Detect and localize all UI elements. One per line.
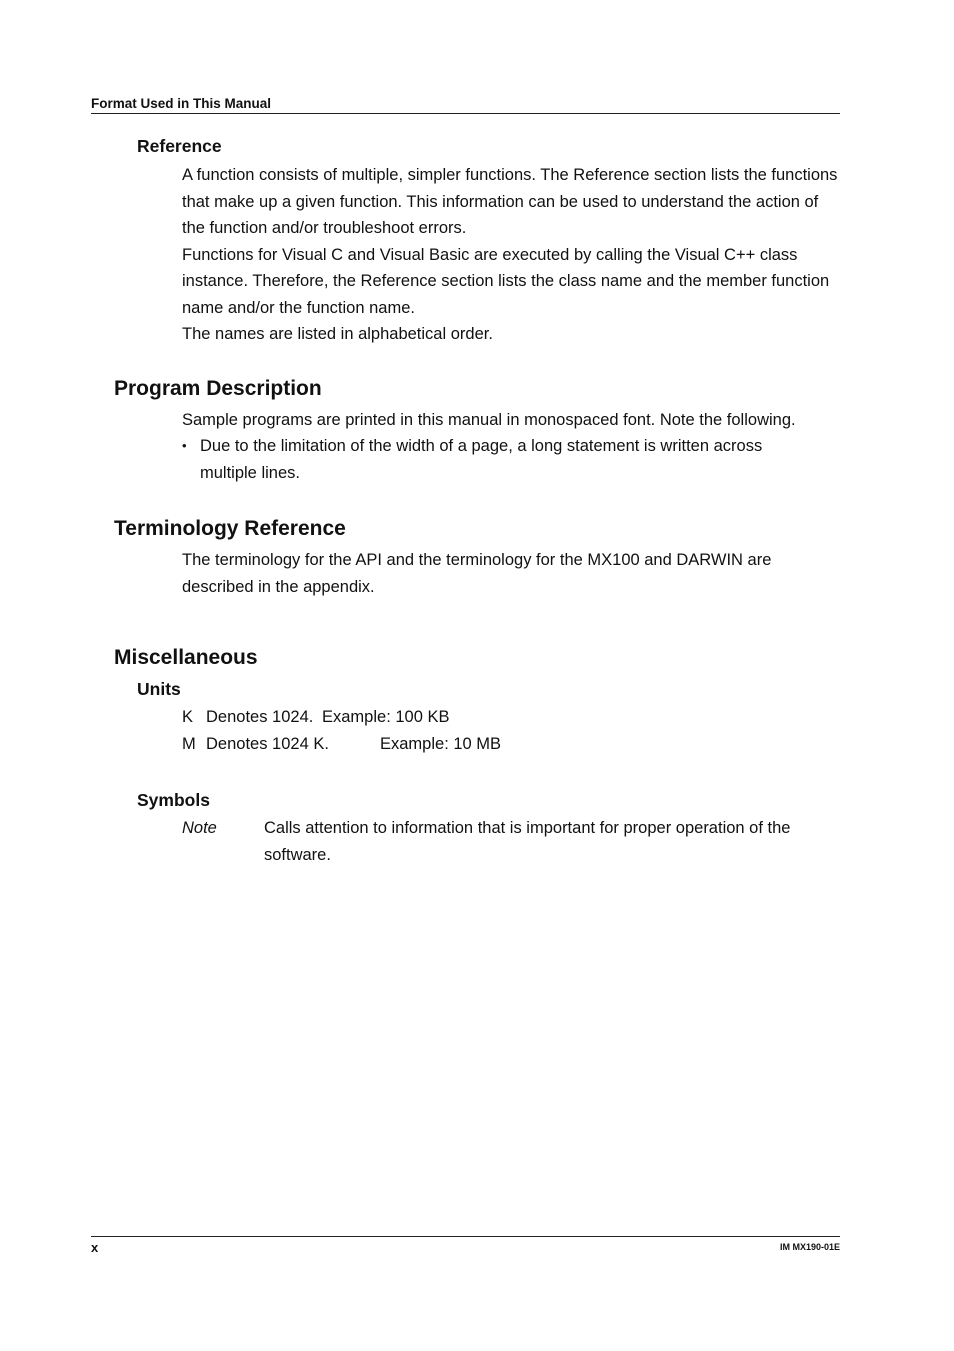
bullet-text: Due to the limitation of the width of a page, a long statement is written across multiple lines.	[200, 437, 763, 482]
bullet-marker: •	[182, 438, 187, 453]
unit-example: Example: 10 MB	[380, 735, 502, 753]
miscellaneous-heading: Miscellaneous	[114, 646, 258, 669]
program-description-bullet	[182, 433, 822, 486]
note-description: Calls attention to information that is important for proper operation of the software.	[264, 819, 791, 864]
note-label: Note	[182, 819, 217, 837]
reference-paragraph-1: A function consists of multiple, simpler functions. The Reference section lists the functions that make up a given function. This information can be used to understand the action of the function and/or troubleshoot errors.	[182, 166, 838, 237]
unit-example: Example: 100 KB	[322, 708, 450, 726]
unit-meaning: Denotes 1024.	[206, 708, 314, 726]
reference-heading: Reference	[137, 136, 222, 156]
page-number: x	[91, 1240, 99, 1255]
reference-paragraph-2: Functions for Visual C and Visual Basic are executed by calling the Visual C++ class instance. Therefore, the Reference section lists the class name and the member function name and/or the function name.	[182, 245, 830, 317]
header-title: Format Used in This Manual	[91, 96, 272, 111]
unit-meaning: Denotes 1024 K.	[206, 735, 329, 753]
unit-symbol: M	[182, 735, 196, 753]
program-description-heading: Program Description	[114, 377, 322, 400]
symbols-heading: Symbols	[137, 790, 210, 810]
unit-symbol: K	[182, 708, 194, 726]
reference-body	[182, 162, 844, 348]
terminology-heading: Terminology Reference	[114, 517, 346, 540]
reference-paragraph-3: The names are listed in alphabetical order.	[182, 325, 493, 343]
page-footer	[91, 1236, 840, 1255]
units-heading: Units	[137, 679, 181, 699]
running-header	[91, 96, 840, 114]
program-description-intro: Sample programs are printed in this manual in monospaced font. Note the following.	[182, 411, 796, 429]
terminology-text: The terminology for the API and the terminology for the MX100 and DARWIN are described in the appendix.	[182, 551, 772, 596]
note-entry	[182, 815, 844, 868]
document-code: IM MX190-01E	[779, 1242, 840, 1252]
